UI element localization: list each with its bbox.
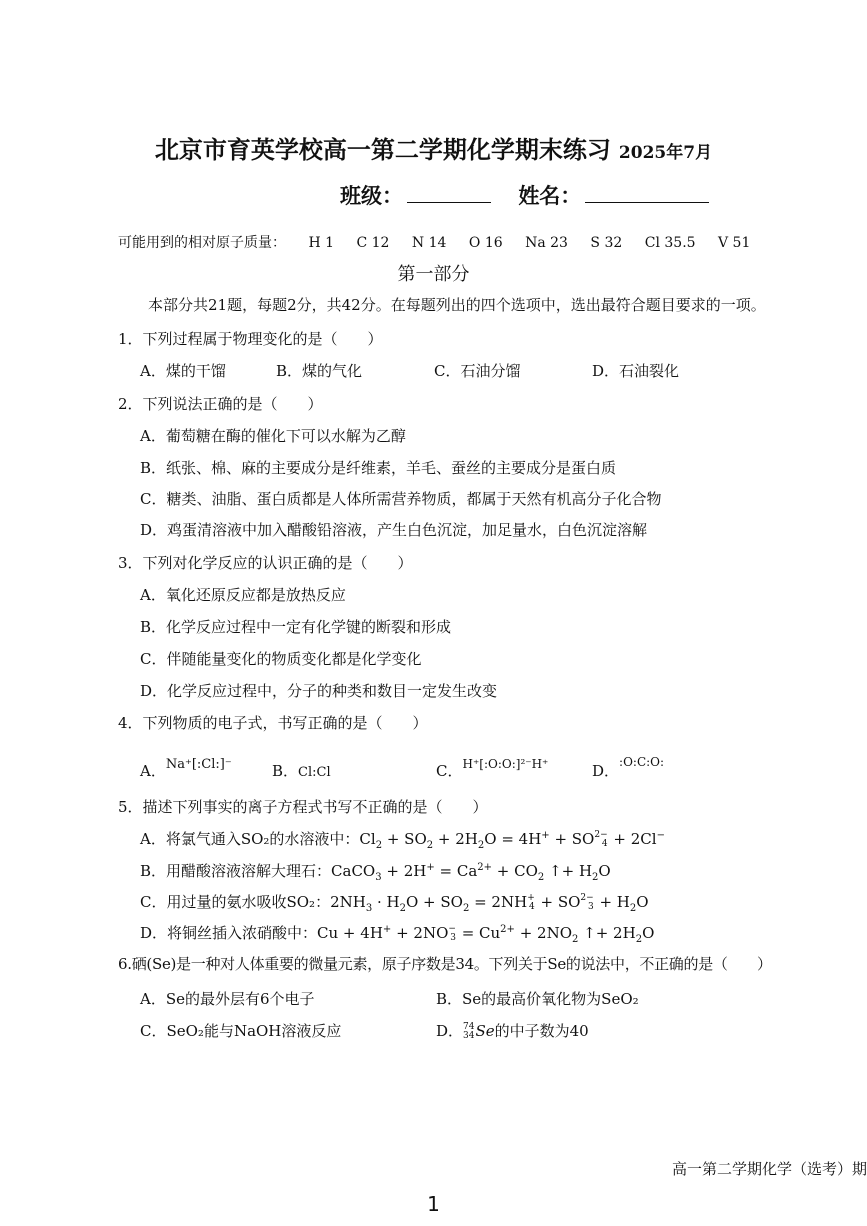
q2-option-b: B．纸张、棉、麻的主要成分是纤维素，羊毛、蚕丝的主要成分是蛋白质 [140,459,617,477]
q6-option-a: A．Se的最外层有6个电子 [140,990,315,1008]
page-title: 北京市育英学校高一第二学期化学期末练习 2025年7月 [154,135,713,164]
mass-item: N 14 [411,235,447,251]
q2-option-a: A．葡萄糖在酶的催化下可以水解为乙醇 [140,427,406,445]
q6-option-c: C．SeO₂能与NaOH溶液反应 [140,1022,342,1040]
section-title: 第一部分 [397,264,470,285]
mass-item: V 51 [718,235,751,251]
question-5-stem: 5．描述下列事实的离子方程式书写不正确的是（ ） [118,798,488,816]
mass-item: Na 23 [525,235,568,251]
mass-item: H 1 [308,235,335,251]
mass-item: O 16 [468,235,503,251]
q4-option-a: A．Na⁺[:Cl:]⁻ [140,757,232,780]
footer-text: 高一第二学期化学（选考）期 [671,1160,867,1178]
name-blank[interactable] [585,184,709,203]
atomic-masses: 可能用到的相对原子质量： H 1 C 12 N 14 O 16 Na 23 S 32 Cl 35.5 V 51 [118,235,751,251]
q3-option-d: D．化学反应过程中，分子的种类和数目一定发生改变 [140,682,498,700]
q5-option-c: C．用过量的氨水吸收SO₂：$2NH_3 \cdot H_2O + SO_2 = 2NH+$ 4 + SO2− $3 + H_2O$ [140,893,649,914]
q4-formula-b: Cl:Cl [298,765,331,780]
q6-option-d: D．74 34Se的中子数为40 [436,1022,589,1041]
q5-option-d: D．将铜丝插入浓硝酸中：Cu + 4H+ + 2NO− $3 = Cu^{2+} + 2NO_2$ ↑+ $2H_2O$ [140,924,655,945]
q3-option-c: C．伴随能量变化的物质变化都是化学变化 [140,650,422,668]
question-6-stem: 6.硒(Se)是一种对人体重要的微量元素，原子序数是34。下列关于Se的说法中，不正确的是（ ） [118,955,772,973]
page-number: 1 [427,1192,440,1216]
student-info-row [340,180,709,210]
q4-option-b: B．Cl:Cl [272,762,331,780]
question-3-stem: 3．下列对化学反应的认识正确的是（ ） [118,554,413,572]
q6-option-b: B．Se的最高价氧化物为SeO₂ [436,990,639,1008]
q2-option-c: C．糖类、油脂、蛋白质都是人体所需营养物质，都属于天然有机高分子化合物 [140,490,662,508]
q5-option-a: A．将氯气通入SO₂的水溶液中：$Cl_2 + SO_2 + 2H_2O = 4H^+ + SO2-$ 4 + 2Cl− [140,830,665,851]
mass-item: S 32 [590,235,623,251]
isotope-numbers: 74 34 [463,1022,475,1041]
q4-option-d: D．$^{:O:C:O:}$ [592,755,665,780]
class-blank[interactable] [407,184,491,203]
question-2-stem: 2．下列说法正确的是（ ） [118,395,323,413]
q3-option-a: A．氧化还原反应都是放热反应 [140,586,346,604]
mass-item: Cl 35.5 [644,235,696,251]
question-1-stem: 1．下列过程属于物理变化的是（ ） [118,330,383,348]
q3-option-b: B．化学反应过程中一定有化学键的断裂和形成 [140,618,452,636]
q2-option-d: D．鸡蛋清溶液中加入醋酸铅溶液，产生白色沉淀，加足量水，白色沉淀溶解 [140,521,648,539]
q1-option-d: D．石油裂化 [592,362,680,380]
q4-formula-d: :O:C:O: [619,755,665,769]
name-label: 姓名： [518,183,582,208]
q4-formula-a: Na⁺[:Cl:]⁻ [165,757,232,772]
question-4-stem: 4．下列物质的电子式，书写正确的是（ ） [118,714,428,732]
isotope-symbol: Se [475,1022,495,1040]
q4-option-c: C．$^{H^+[:O:O:]^{2-}H^+}$ [436,757,549,780]
q1-option-b: B．煤的气化 [276,362,363,380]
q1-option-a: A．煤的干馏 [140,362,226,380]
q5-option-b: B．用醋酸溶液溶解大理石：CaCO$_3$ + $2H^+ = Ca^{2+} + CO_2$ ↑+ $H_2O$ [140,862,611,883]
section-instructions: 本部分共21题，每题2分，共42分。在每题列出的四个选项中，选出最符合题目要求的一项。 [148,296,766,314]
q1-option-c: C．石油分馏 [434,362,521,380]
mass-item: C 12 [356,235,390,251]
exam-date: 2025年7月 [618,143,713,163]
q4-formula-c: H⁺[:O:O:]²⁻H⁺ [462,757,549,771]
class-label: 班级： [340,183,403,208]
